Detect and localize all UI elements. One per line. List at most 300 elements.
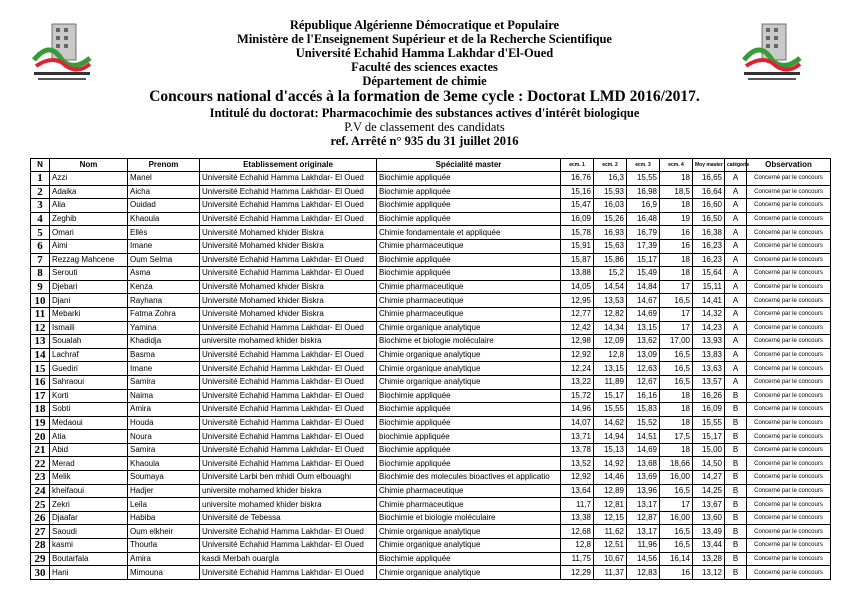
etablissement-cell: Université Echahid Hamma Lakhdar- El Oued [200, 539, 377, 553]
categorie-cell: B [725, 457, 747, 471]
categorie-cell: B [725, 389, 747, 403]
ecm2-cell: 15,2 [594, 267, 627, 281]
table-row [31, 321, 831, 335]
moy-cell: 13,83 [693, 348, 725, 362]
ecm1-cell: 14,05 [561, 280, 594, 294]
col-ecm3: ecm. 3 [627, 159, 660, 172]
prenom-cell: Amira [128, 403, 200, 417]
ecm4-cell: 18 [660, 389, 693, 403]
ecm2-cell: 15,63 [594, 239, 627, 253]
ecm4-cell: 16,5 [660, 294, 693, 308]
specialite-cell: Biochimie appliquée [377, 389, 561, 403]
ecm4-cell: 18 [660, 253, 693, 267]
categorie-cell: A [725, 239, 747, 253]
ecm4-cell: 18,5 [660, 185, 693, 199]
etablissement-cell: Université Mohamed khider Biskra [200, 226, 377, 240]
categorie-cell: A [725, 280, 747, 294]
ecm2-cell: 14,92 [594, 457, 627, 471]
prenom-cell: Naima [128, 389, 200, 403]
nom-cell: Zekri [50, 498, 128, 512]
categorie-cell: A [725, 375, 747, 389]
specialite-cell: Biochime et biologie moléculaire [377, 335, 561, 349]
table-row [31, 511, 831, 525]
ecm3-cell: 17,39 [627, 239, 660, 253]
prenom-cell: Imane [128, 362, 200, 376]
ecm4-cell: 16,00 [660, 511, 693, 525]
col-moy-master: Moy master [693, 159, 725, 172]
etablissement-cell: Université Echahid Hamma Lakhdar- El Oued [200, 212, 377, 226]
table-row [31, 375, 831, 389]
observation-cell: Concerné par le concours [747, 484, 831, 498]
doctorate-title: Intitulé du doctorat: Pharmacochimie des substances actives d'intérêt biologique [209, 106, 640, 120]
etablissement-cell: Université Echahid Hamma Lakhdar- El Oued [200, 443, 377, 457]
prenom-cell: Ellès [128, 226, 200, 240]
ecm2-cell: 15,86 [594, 253, 627, 267]
row-number: 28 [31, 539, 50, 553]
nom-cell: Aimi [50, 239, 128, 253]
moy-cell: 16,50 [693, 212, 725, 226]
observation-cell: Concerné par le concours [747, 471, 831, 485]
ecm3-cell: 15,52 [627, 416, 660, 430]
pv-label: P.V de classement des candidats [344, 120, 505, 134]
moy-cell: 13,57 [693, 375, 725, 389]
row-number: 1 [31, 172, 50, 186]
categorie-cell: A [725, 335, 747, 349]
nom-cell: Rezzag Mahcene [50, 253, 128, 267]
observation-cell: Concerné par le concours [747, 539, 831, 553]
ecm3-cell: 14,84 [627, 280, 660, 294]
ecm3-cell: 16,79 [627, 226, 660, 240]
observation-cell: Concerné par le concours [747, 443, 831, 457]
row-number: 15 [31, 362, 50, 376]
col-ecm4: ecm. 4 [660, 159, 693, 172]
ecm1-cell: 12,29 [561, 566, 594, 580]
etablissement-cell: Université Mohamed khider Biskra [200, 280, 377, 294]
ecm1-cell: 12,77 [561, 307, 594, 321]
prenom-cell: Amira [128, 552, 200, 566]
specialite-cell: Chimie organique analytique [377, 375, 561, 389]
table-row [31, 443, 831, 457]
observation-cell: Concerné par le concours [747, 294, 831, 308]
republic-name: République Algérienne Démocratique et Populaire [289, 18, 560, 32]
categorie-cell: A [725, 212, 747, 226]
ecm1-cell: 12,68 [561, 525, 594, 539]
moy-cell: 16,09 [693, 403, 725, 417]
nom-cell: Omari [50, 226, 128, 240]
row-number: 8 [31, 267, 50, 281]
ecm1-cell: 12,92 [561, 471, 594, 485]
moy-cell: 14,32 [693, 307, 725, 321]
ecm4-cell: 16,00 [660, 471, 693, 485]
observation-cell: Concerné par le concours [747, 172, 831, 186]
ecm4-cell: 16,5 [660, 362, 693, 376]
ecm2-cell: 12,81 [594, 498, 627, 512]
prenom-cell: Oum elkheir [128, 525, 200, 539]
etablissement-cell: Université Echahid Hamma Lakhdar- El Oued [200, 362, 377, 376]
prenom-cell: Khadidja [128, 335, 200, 349]
row-number: 5 [31, 226, 50, 240]
table-row [31, 253, 831, 267]
ecm2-cell: 16,3 [594, 172, 627, 186]
ecm3-cell: 14,56 [627, 552, 660, 566]
etablissement-cell: Université Mohamed khider Biskra [200, 307, 377, 321]
table-row [31, 212, 831, 226]
row-number: 10 [31, 294, 50, 308]
ecm4-cell: 17 [660, 498, 693, 512]
etablissement-cell: Université Mohamed khider Biskra [200, 294, 377, 308]
moy-cell: 13,93 [693, 335, 725, 349]
ecm2-cell: 14,54 [594, 280, 627, 294]
ecm2-cell: 14,94 [594, 430, 627, 444]
observation-cell: Concerné par le concours [747, 552, 831, 566]
ecm2-cell: 11,37 [594, 566, 627, 580]
prenom-cell: Rayhana [128, 294, 200, 308]
categorie-cell: A [725, 226, 747, 240]
ecm3-cell: 13,62 [627, 335, 660, 349]
ecm1-cell: 15,78 [561, 226, 594, 240]
ecm4-cell: 16 [660, 566, 693, 580]
categorie-cell: B [725, 498, 747, 512]
ecm4-cell: 16,5 [660, 348, 693, 362]
ecm2-cell: 16,03 [594, 199, 627, 213]
nom-cell: Boutarfala [50, 552, 128, 566]
row-number: 14 [31, 348, 50, 362]
ecm4-cell: 16 [660, 226, 693, 240]
ecm2-cell: 15,55 [594, 403, 627, 417]
prenom-cell: Aicha [128, 185, 200, 199]
ecm3-cell: 13,96 [627, 484, 660, 498]
moy-cell: 13,67 [693, 498, 725, 512]
university-name: Université Echahid Hamma Lakhdar d'El-Oued [295, 46, 554, 60]
ecm1-cell: 12,92 [561, 348, 594, 362]
table-row [31, 498, 831, 512]
row-number: 3 [31, 199, 50, 213]
nom-cell: Guediri [50, 362, 128, 376]
prenom-cell: Ouidad [128, 199, 200, 213]
ecm3-cell: 13,69 [627, 471, 660, 485]
categorie-cell: B [725, 552, 747, 566]
ecm3-cell: 14,69 [627, 307, 660, 321]
specialite-cell: Chimie pharmaceutique [377, 294, 561, 308]
nom-cell: Adaika [50, 185, 128, 199]
ecm4-cell: 18,66 [660, 457, 693, 471]
moy-cell: 13,12 [693, 566, 725, 580]
table-row [31, 199, 831, 213]
table-row [31, 307, 831, 321]
specialite-cell: Chimie pharmaceutique [377, 239, 561, 253]
moy-cell: 16,23 [693, 253, 725, 267]
reference: ref. Arrêté n° 935 du 31 juillet 2016 [330, 134, 519, 148]
prenom-cell: Imane [128, 239, 200, 253]
prenom-cell: Asma [128, 267, 200, 281]
row-number: 21 [31, 443, 50, 457]
categorie-cell: A [725, 307, 747, 321]
moy-cell: 14,25 [693, 484, 725, 498]
ecm1-cell: 13,38 [561, 511, 594, 525]
table-row [31, 389, 831, 403]
categorie-cell: B [725, 539, 747, 553]
ecm2-cell: 13,15 [594, 362, 627, 376]
col-prenom: Prenom [128, 159, 200, 172]
moy-cell: 13,28 [693, 552, 725, 566]
categorie-cell: A [725, 348, 747, 362]
ecm1-cell: 11,7 [561, 498, 594, 512]
row-number: 11 [31, 307, 50, 321]
specialite-cell: Biochimie appliquée [377, 185, 561, 199]
document-title: Concours national d'accés à la formation de 3eme cycle : Doctorat LMD 2016/2017. [149, 88, 700, 105]
observation-cell: Concerné par le concours [747, 307, 831, 321]
observation-cell: Concerné par le concours [747, 348, 831, 362]
nom-cell: Saoudi [50, 525, 128, 539]
department-name: Département de chimie [362, 74, 487, 88]
etablissement-cell: Université Echahid Hamma Lakhdar- El Oued [200, 321, 377, 335]
ecm1-cell: 15,87 [561, 253, 594, 267]
specialite-cell: Biochimie appliquée [377, 172, 561, 186]
nom-cell: Korti [50, 389, 128, 403]
ecm3-cell: 12,83 [627, 566, 660, 580]
ecm3-cell: 13,17 [627, 525, 660, 539]
observation-cell: Concerné par le concours [747, 239, 831, 253]
specialite-cell: Biochimie appliquée [377, 199, 561, 213]
specialite-cell: Biochimie appliquée [377, 212, 561, 226]
moy-cell: 16,38 [693, 226, 725, 240]
specialite-cell: Biochimie appliquée [377, 403, 561, 417]
table-row [31, 430, 831, 444]
prenom-cell: Hadjer [128, 484, 200, 498]
moy-cell: 15,55 [693, 416, 725, 430]
table-row [31, 239, 831, 253]
ecm1-cell: 13,88 [561, 267, 594, 281]
ecm1-cell: 13,64 [561, 484, 594, 498]
row-number: 29 [31, 552, 50, 566]
moy-cell: 13,44 [693, 539, 725, 553]
ecm2-cell: 16,93 [594, 226, 627, 240]
row-number: 4 [31, 212, 50, 226]
table-row [31, 294, 831, 308]
moy-cell: 16,64 [693, 185, 725, 199]
moy-cell: 14,23 [693, 321, 725, 335]
ecm4-cell: 16,14 [660, 552, 693, 566]
prenom-cell: Fatma Zohra [128, 307, 200, 321]
nom-cell: Zeghib [50, 212, 128, 226]
observation-cell: Concerné par le concours [747, 416, 831, 430]
nom-cell: Sahraoui [50, 375, 128, 389]
nom-cell: Sobti [50, 403, 128, 417]
specialite-cell: Biochimie appliquée [377, 267, 561, 281]
categorie-cell: B [725, 443, 747, 457]
table-row [31, 416, 831, 430]
etablissement-cell: Université Mohamed khider Biskra [200, 239, 377, 253]
moy-cell: 15,17 [693, 430, 725, 444]
row-number: 17 [31, 389, 50, 403]
ecm2-cell: 13,53 [594, 294, 627, 308]
ecm4-cell: 18 [660, 403, 693, 417]
col-n: N [31, 159, 50, 172]
prenom-cell: Habiba [128, 511, 200, 525]
observation-cell: Concerné par le concours [747, 226, 831, 240]
table-row [31, 552, 831, 566]
ecm4-cell: 17 [660, 280, 693, 294]
observation-cell: Concerné par le concours [747, 212, 831, 226]
ecm4-cell: 18 [660, 172, 693, 186]
moy-cell: 13,60 [693, 511, 725, 525]
ecm4-cell: 18 [660, 199, 693, 213]
prenom-cell: Soumaya [128, 471, 200, 485]
ecm3-cell: 13,15 [627, 321, 660, 335]
ecm2-cell: 15,93 [594, 185, 627, 199]
table-row [31, 403, 831, 417]
ecm2-cell: 14,34 [594, 321, 627, 335]
ecm1-cell: 13,78 [561, 443, 594, 457]
nom-cell: Melik [50, 471, 128, 485]
row-number: 26 [31, 511, 50, 525]
table-row [31, 457, 831, 471]
ecm4-cell: 17 [660, 307, 693, 321]
etablissement-cell: Université Echahid Hamma Lakhdar- El Oued [200, 253, 377, 267]
categorie-cell: A [725, 362, 747, 376]
etablissement-cell: Université Echahid Hamma Lakhdar- El Oued [200, 416, 377, 430]
prenom-cell: Samira [128, 375, 200, 389]
prenom-cell: Yamina [128, 321, 200, 335]
ecm4-cell: 19 [660, 212, 693, 226]
col-ecm2: ecm. 2 [594, 159, 627, 172]
ecm3-cell: 12,87 [627, 511, 660, 525]
ecm1-cell: 12,98 [561, 335, 594, 349]
moy-cell: 13,49 [693, 525, 725, 539]
specialite-cell: Chimie pharmaceutique [377, 280, 561, 294]
prenom-cell: Khaoula [128, 457, 200, 471]
ecm3-cell: 13,17 [627, 498, 660, 512]
etablissement-cell: Université Echahid Hamma Lakhdar- El Oued [200, 375, 377, 389]
specialite-cell: Chimie fondamentale et appliquée [377, 226, 561, 240]
table-row [31, 280, 831, 294]
table-row [31, 172, 831, 186]
specialite-cell: Chimie organique analytique [377, 539, 561, 553]
ecm1-cell: 12,95 [561, 294, 594, 308]
categorie-cell: A [725, 267, 747, 281]
nom-cell: Djaafar [50, 511, 128, 525]
row-number: 2 [31, 185, 50, 199]
ecm1-cell: 12,24 [561, 362, 594, 376]
ecm4-cell: 16,5 [660, 525, 693, 539]
row-number: 30 [31, 566, 50, 580]
categorie-cell: A [725, 253, 747, 267]
observation-cell: Concerné par le concours [747, 389, 831, 403]
row-number: 16 [31, 375, 50, 389]
nom-cell: Abid [50, 443, 128, 457]
prenom-cell: Manel [128, 172, 200, 186]
prenom-cell: Noura [128, 430, 200, 444]
ecm1-cell: 12,8 [561, 539, 594, 553]
etablissement-cell: Université Echahid Hamma Lakhdar- El Oued [200, 389, 377, 403]
row-number: 20 [31, 430, 50, 444]
ecm1-cell: 15,72 [561, 389, 594, 403]
col-nom: Nom [50, 159, 128, 172]
observation-cell: Concerné par le concours [747, 199, 831, 213]
row-number: 12 [31, 321, 50, 335]
table-row [31, 348, 831, 362]
col-observation: Observation [747, 159, 831, 172]
moy-cell: 15,11 [693, 280, 725, 294]
etablissement-cell: kasdi Merbah ouargla [200, 552, 377, 566]
row-number: 25 [31, 498, 50, 512]
specialite-cell: biochimie appliquée [377, 430, 561, 444]
ecm2-cell: 12,8 [594, 348, 627, 362]
ecm2-cell: 12,51 [594, 539, 627, 553]
specialite-cell: Biochimie des molecules bioactives et applicatio [377, 471, 561, 485]
moy-cell: 16,23 [693, 239, 725, 253]
specialite-cell: Chimie organique analytique [377, 525, 561, 539]
etablissement-cell: Université Echahid Hamma Lakhdar- El Oued [200, 348, 377, 362]
table-row [31, 471, 831, 485]
moy-cell: 13,63 [693, 362, 725, 376]
observation-cell: Concerné par le concours [747, 430, 831, 444]
table-row [31, 267, 831, 281]
categorie-cell: A [725, 199, 747, 213]
ecm4-cell: 16,5 [660, 484, 693, 498]
col-etablissement: Etablissement originale [200, 159, 377, 172]
table-header-row [31, 159, 831, 172]
categorie-cell: B [725, 471, 747, 485]
etablissement-cell: Université Echahid Hamma Lakhdar- El Oued [200, 457, 377, 471]
ecm1-cell: 16,76 [561, 172, 594, 186]
ecm1-cell: 14,96 [561, 403, 594, 417]
ecm2-cell: 12,09 [594, 335, 627, 349]
specialite-cell: Biochimie et biologie moléculaire [377, 511, 561, 525]
etablissement-cell: Université Echahid Hamma Lakhdar- El Oued [200, 403, 377, 417]
ecm2-cell: 10,67 [594, 552, 627, 566]
ecm4-cell: 18 [660, 443, 693, 457]
ecm3-cell: 16,9 [627, 199, 660, 213]
categorie-cell: B [725, 430, 747, 444]
nom-cell: Atia [50, 430, 128, 444]
nom-cell: Ismaili [50, 321, 128, 335]
specialite-cell: Chimie organique analytique [377, 321, 561, 335]
ecm1-cell: 14,07 [561, 416, 594, 430]
ecm3-cell: 12,67 [627, 375, 660, 389]
etablissement-cell: Université Echahid Hamma Lakhdar- El Oued [200, 199, 377, 213]
categorie-cell: B [725, 403, 747, 417]
observation-cell: Concerné par le concours [747, 335, 831, 349]
etablissement-cell: Université Echahid Hamma Lakhdar- El Oued [200, 525, 377, 539]
prenom-cell: Samira [128, 443, 200, 457]
table-row [31, 226, 831, 240]
ecm3-cell: 13,09 [627, 348, 660, 362]
nom-cell: kasmi [50, 539, 128, 553]
table-row [31, 362, 831, 376]
ecm4-cell: 17 [660, 321, 693, 335]
ecm2-cell: 15,17 [594, 389, 627, 403]
nom-cell: Hani [50, 566, 128, 580]
table-row [31, 484, 831, 498]
nom-cell: Djani [50, 294, 128, 308]
table-row [31, 566, 831, 580]
nom-cell: Medaoui [50, 416, 128, 430]
row-number: 23 [31, 471, 50, 485]
nom-cell: Alia [50, 199, 128, 213]
nom-cell: kheifaoui [50, 484, 128, 498]
row-number: 7 [31, 253, 50, 267]
categorie-cell: A [725, 172, 747, 186]
prenom-cell: Khaoula [128, 212, 200, 226]
ranking-table [30, 158, 831, 580]
specialite-cell: Biochimie appliquée [377, 253, 561, 267]
ecm4-cell: 17,00 [660, 335, 693, 349]
faculty-name: Faculté des sciences exactes [351, 60, 498, 74]
nom-cell: Mebarki [50, 307, 128, 321]
table-row [31, 525, 831, 539]
categorie-cell: B [725, 566, 747, 580]
